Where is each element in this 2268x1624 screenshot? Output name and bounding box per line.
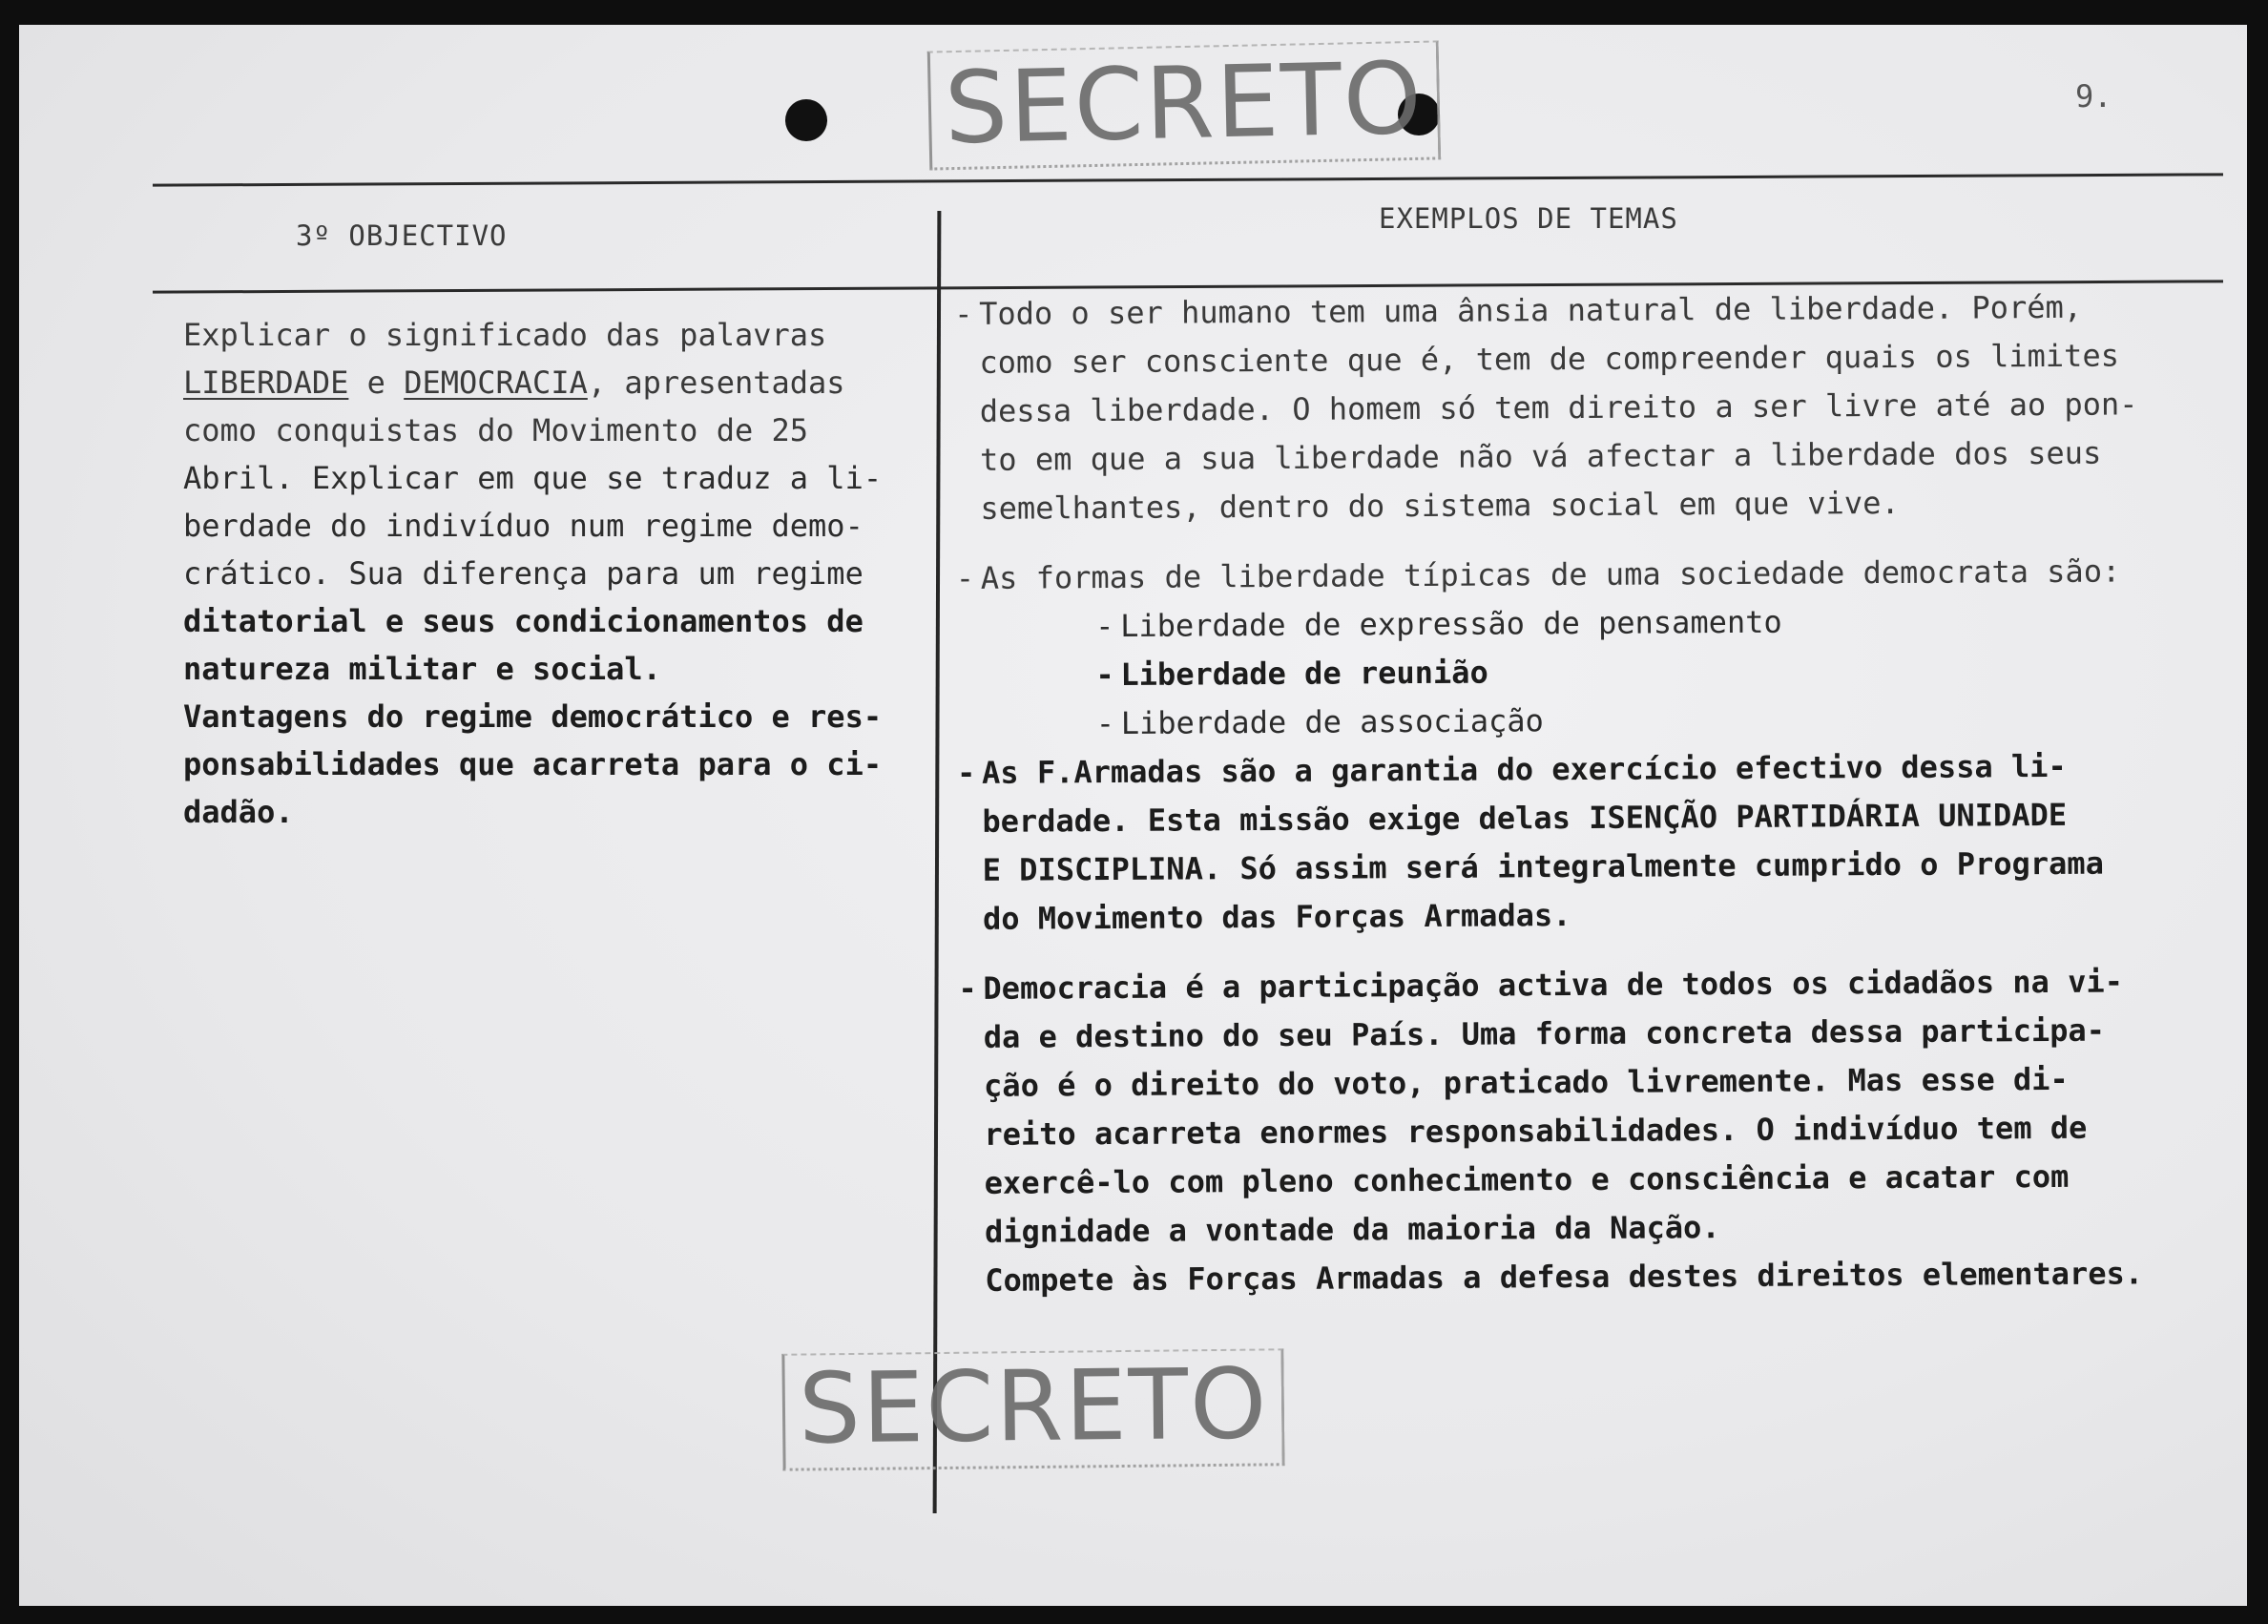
page-number: 9. <box>2075 78 2112 115</box>
theme-line: exercê-lo com pleno conhecimento e consciência e acatar com <box>984 1157 2070 1201</box>
bullet-dash: - <box>958 969 977 1007</box>
secret-stamp-top: SECRETO <box>927 40 1441 170</box>
theme-line: Democracia é a participação activa de todos os cidadãos na vi- <box>983 963 2124 1007</box>
objective-line: crático. Sua diferença para um regime <box>183 555 864 592</box>
theme-block-1 <box>954 282 2244 533</box>
objective-line: como conquistas do Movimento de 25 <box>183 412 809 448</box>
theme-line: to em que a sua liberdade não vá afectar a liberdade dos seus <box>979 434 2102 478</box>
table-top-rule <box>153 173 2223 186</box>
liberty-item: Liberdade de expressão de pensamento <box>1120 603 1782 644</box>
bullet-dash: - <box>1095 607 1114 645</box>
objective-line: ditatorial e seus condicionamentos de <box>183 603 864 639</box>
theme-block-4 <box>958 957 2247 1305</box>
liberty-list <box>956 595 2245 749</box>
bullet-dash: - <box>954 295 973 332</box>
secret-stamp-bottom: SECRETO <box>781 1348 1285 1471</box>
column-header-objective: 3º OBJECTIVO <box>296 219 508 252</box>
objective-connector: e <box>366 364 385 401</box>
theme-line: As formas de liberdade típicas de uma sociedade democrata são: <box>980 552 2121 596</box>
objective-line: dadão. <box>183 794 294 830</box>
document-page <box>19 25 2247 1606</box>
theme-line: As F.Armadas são a garantia do exercício efectivo dessa li- <box>981 747 2067 791</box>
objective-line: ponsabilidades que acarreta para o ci- <box>183 746 883 782</box>
bullet-dash: - <box>956 754 976 791</box>
objective-text <box>183 311 918 836</box>
liberty-item: Liberdade de reunião <box>1120 654 1488 693</box>
keyword-democracia: DEMOCRACIA <box>404 364 588 401</box>
theme-block-2 <box>956 547 2244 603</box>
examples-text <box>954 282 2247 1305</box>
theme-line: dessa liberdade. O homem só tem direito a ser livre até ao pon- <box>979 385 2138 429</box>
theme-line: reito acarreta enormes responsabilidades. O indivíduo tem de <box>984 1109 2088 1153</box>
objective-line-tail: , apresentadas <box>587 364 845 401</box>
theme-line: semelhantes, dentro do sistema social em que vive. <box>980 484 1900 527</box>
theme-line: como ser consciente que é, tem de compreender quais os limites <box>979 337 2120 381</box>
column-header-examples: EXEMPLOS DE TEMAS <box>1379 202 1678 235</box>
theme-line: do Movimento das Forças Armadas. <box>982 897 1571 937</box>
objective-line: berdade do indivíduo num regime demo- <box>183 508 864 544</box>
bullet-dash: - <box>1095 656 1114 694</box>
theme-line: Todo o ser humano tem uma ânsia natural de liberdade. Porém, <box>979 288 2083 332</box>
keyword-liberdade: LIBERDADE <box>183 364 349 401</box>
theme-line: ção é o direito do voto, praticado livremente. Mas esse di- <box>983 1060 2069 1104</box>
theme-block-3 <box>957 741 2246 944</box>
bullet-dash: - <box>955 559 975 596</box>
objective-line-keywords <box>183 359 918 406</box>
theme-line: berdade. Esta missão exige delas ISENÇÃO PARTIDÁRIA UNIDADE <box>982 796 2068 840</box>
theme-line: E DISCIPLINA. Só assim será integralmente cumprido o Programa <box>982 844 2105 888</box>
liberty-item: Liberdade de associação <box>1120 702 1544 741</box>
objective-line: Abril. Explicar em que se traduz a li- <box>183 460 883 496</box>
bullet-dash: - <box>1095 704 1115 742</box>
objective-line: Explicar o significado das palavras <box>183 317 827 353</box>
closing-line: Compete às Forças Armadas a defesa destes direitos elementares. <box>985 1255 2144 1299</box>
objective-line: natureza militar e social. <box>183 651 661 687</box>
column-divider <box>933 211 942 1513</box>
punch-hole-left <box>785 99 827 141</box>
theme-line: da e destino do seu País. Uma forma concreta dessa participa- <box>983 1011 2106 1055</box>
theme-line: dignidade a vontade da maioria da Nação. <box>984 1209 1720 1250</box>
objective-line: Vantagens do regime democrático e res- <box>183 698 883 735</box>
